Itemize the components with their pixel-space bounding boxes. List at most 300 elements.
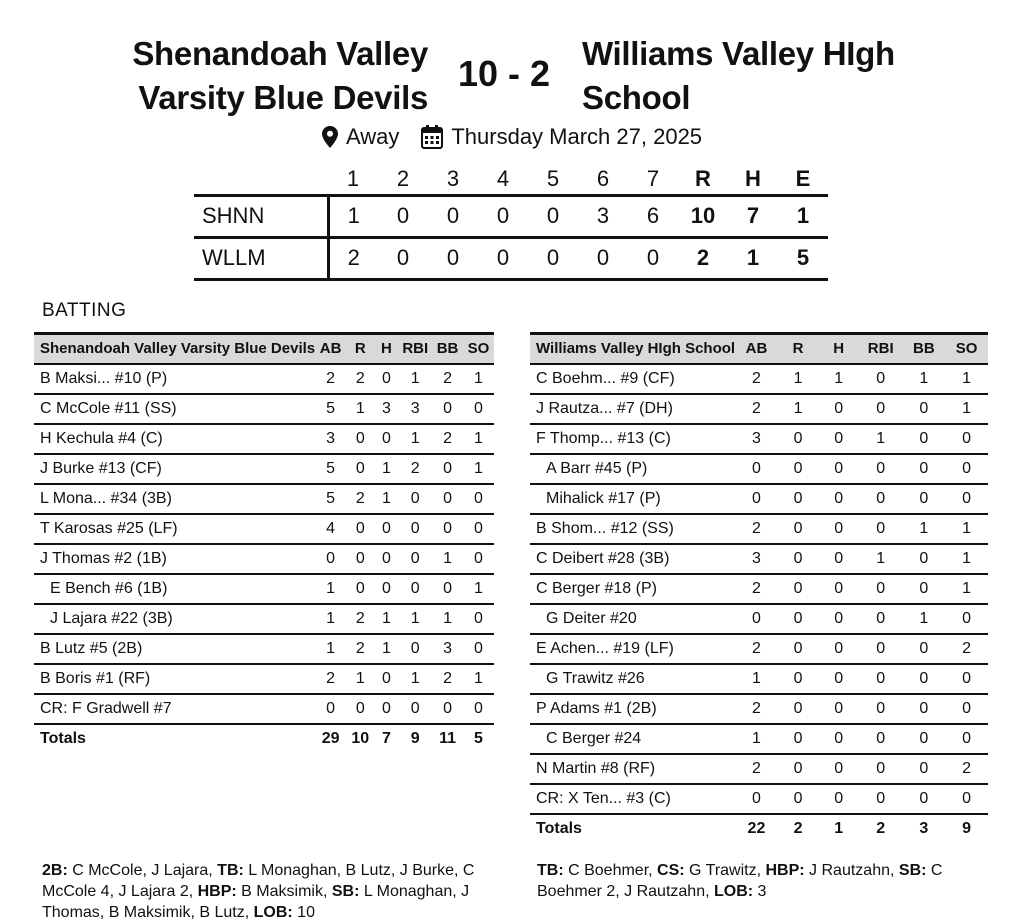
linescore-header-row xyxy=(194,165,828,195)
h-header: H xyxy=(818,334,859,364)
player-stat: 0 xyxy=(903,484,946,514)
player-stat: 0 xyxy=(463,544,494,574)
game-meta xyxy=(0,124,1024,150)
inning-score: 0 xyxy=(628,237,678,279)
player-stat: 0 xyxy=(375,574,399,604)
date-text: Thursday March 27, 2025 xyxy=(451,124,703,149)
player-stat: 0 xyxy=(818,484,859,514)
player-stat: 1 xyxy=(778,364,819,394)
player-stat: 0 xyxy=(778,784,819,814)
player-stat: 0 xyxy=(398,634,432,664)
totals-stat: 1 xyxy=(834,820,844,837)
note-text: C McCole, J Lajara, xyxy=(67,862,218,879)
player-stat: 2 xyxy=(432,364,463,394)
player-row xyxy=(530,454,988,484)
player-name: E Achen... #19 (LF) xyxy=(530,634,735,664)
player-row xyxy=(34,484,494,514)
note-label: LOB: xyxy=(713,883,754,900)
totals-row xyxy=(530,814,988,844)
player-stat: 0 xyxy=(859,754,903,784)
player-stat: 0 xyxy=(859,574,903,604)
player-row xyxy=(34,634,494,664)
player-stat: 2 xyxy=(432,664,463,694)
inning-header: 2 xyxy=(396,166,410,192)
away-team-line2: School xyxy=(582,79,691,116)
player-row xyxy=(530,364,988,394)
player-stat: 1 xyxy=(398,604,432,634)
player-stat: 0 xyxy=(945,484,988,514)
player-stat: 0 xyxy=(346,574,374,604)
calendar-icon xyxy=(421,125,443,149)
player-stat: 1 xyxy=(903,604,946,634)
home-team-line1: Shenandoah Valley xyxy=(132,35,428,72)
inning-score: 0 xyxy=(378,195,428,237)
player-stat: 2 xyxy=(398,454,432,484)
player-stat: 0 xyxy=(375,424,399,454)
player-stat: 0 xyxy=(315,544,346,574)
player-stat: 2 xyxy=(735,634,778,664)
so-header: SO xyxy=(945,334,988,364)
player-stat: 0 xyxy=(818,454,859,484)
player-name: C Boehm... #9 (CF) xyxy=(530,364,735,394)
player-stat: 0 xyxy=(859,694,903,724)
player-stat: 1 xyxy=(346,394,374,424)
player-name: Mihalick #17 (P) xyxy=(530,484,735,514)
player-stat: 0 xyxy=(903,454,946,484)
note-text: C Boehmer, xyxy=(563,862,658,879)
note-text: B Maksimik, xyxy=(236,883,332,900)
player-stat: 2 xyxy=(346,484,374,514)
player-row xyxy=(530,544,988,574)
totals-stat: 10 xyxy=(351,730,370,747)
note-text: 3 xyxy=(753,883,767,900)
player-stat: 0 xyxy=(778,694,819,724)
team-name-header: Shenandoah Valley Varsity Blue Devils xyxy=(34,334,315,364)
player-stat: 0 xyxy=(778,484,819,514)
player-row xyxy=(530,424,988,454)
inning-header: 4 xyxy=(496,166,510,192)
player-stat: 2 xyxy=(735,394,778,424)
player-stat: 0 xyxy=(818,514,859,544)
hits-header: H xyxy=(745,166,761,192)
player-stat: 1 xyxy=(735,724,778,754)
totals-label: Totals xyxy=(40,730,86,747)
home-team-name xyxy=(60,32,428,120)
runs-header: R xyxy=(695,166,711,192)
player-stat: 0 xyxy=(945,424,988,454)
player-stat: 1 xyxy=(315,574,346,604)
player-name: H Kechula #4 (C) xyxy=(34,424,315,454)
player-stat: 0 xyxy=(463,514,494,544)
player-stat: 3 xyxy=(735,544,778,574)
away-batting-table xyxy=(530,332,988,844)
player-stat: 0 xyxy=(375,514,399,544)
inning-score: 0 xyxy=(428,237,478,279)
player-stat: 0 xyxy=(818,574,859,604)
note-label: LOB: xyxy=(253,904,293,921)
errors-total: 1 xyxy=(778,195,828,237)
player-stat: 0 xyxy=(903,754,946,784)
note-label: SB: xyxy=(898,862,927,879)
player-stat: 2 xyxy=(735,754,778,784)
player-stat: 0 xyxy=(463,694,494,724)
note-label: HBP: xyxy=(765,862,805,879)
away-team-name xyxy=(582,32,1002,120)
player-stat: 0 xyxy=(818,544,859,574)
player-stat: 0 xyxy=(778,544,819,574)
player-stat: 1 xyxy=(859,424,903,454)
player-name: C McCole #11 (SS) xyxy=(34,394,315,424)
player-row xyxy=(530,784,988,814)
player-stat: 0 xyxy=(315,694,346,724)
player-stat: 0 xyxy=(778,634,819,664)
player-stat: 0 xyxy=(818,604,859,634)
player-stat: 1 xyxy=(398,364,432,394)
note-label: HBP: xyxy=(197,883,237,900)
away-batting-notes xyxy=(537,860,997,902)
player-stat: 0 xyxy=(432,454,463,484)
player-stat: 1 xyxy=(778,394,819,424)
player-row xyxy=(530,694,988,724)
player-stat: 5 xyxy=(315,394,346,424)
player-stat: 1 xyxy=(859,544,903,574)
location-text: Away xyxy=(345,124,400,149)
player-name: J Rautza... #7 (DH) xyxy=(530,394,735,424)
player-stat: 1 xyxy=(375,454,399,484)
linescore-team-header xyxy=(194,165,328,195)
player-name: F Thomp... #13 (C) xyxy=(530,424,735,454)
player-stat: 1 xyxy=(398,664,432,694)
final-score: 10 - 2 xyxy=(457,53,551,94)
player-stat: 3 xyxy=(398,394,432,424)
player-stat: 3 xyxy=(735,424,778,454)
player-stat: 0 xyxy=(818,394,859,424)
player-stat: 0 xyxy=(375,544,399,574)
player-stat: 2 xyxy=(735,364,778,394)
player-stat: 0 xyxy=(346,454,374,484)
player-stat: 2 xyxy=(945,634,988,664)
linescore-table xyxy=(194,165,828,281)
player-stat: 2 xyxy=(735,694,778,724)
player-stat: 0 xyxy=(778,454,819,484)
note-text: J Rautzahn, xyxy=(804,862,899,879)
player-row xyxy=(34,664,494,694)
runs-total: 10 xyxy=(678,195,728,237)
player-stat: 0 xyxy=(903,664,946,694)
player-stat: 0 xyxy=(818,634,859,664)
player-row xyxy=(530,604,988,634)
ab-header: AB xyxy=(735,334,778,364)
inning-score: 0 xyxy=(478,195,528,237)
player-row xyxy=(34,514,494,544)
player-stat: 2 xyxy=(346,604,374,634)
player-name: B Lutz #5 (2B) xyxy=(34,634,315,664)
hits-total: 1 xyxy=(728,237,778,279)
player-name: C Berger #18 (P) xyxy=(530,574,735,604)
player-stat: 1 xyxy=(315,604,346,634)
player-row xyxy=(530,634,988,664)
totals-stat: 7 xyxy=(382,730,391,747)
ab-header: AB xyxy=(315,334,346,364)
player-stat: 0 xyxy=(903,574,946,604)
hits-total: 7 xyxy=(728,195,778,237)
player-row xyxy=(34,424,494,454)
linescore-team: WLLM xyxy=(194,237,328,279)
inning-score: 0 xyxy=(378,237,428,279)
player-stat: 0 xyxy=(859,604,903,634)
player-stat: 5 xyxy=(315,484,346,514)
player-stat: 0 xyxy=(398,694,432,724)
totals-stat: 22 xyxy=(747,820,766,837)
player-stat: 0 xyxy=(735,784,778,814)
note-label: TB: xyxy=(537,862,564,879)
player-name: N Martin #8 (RF) xyxy=(530,754,735,784)
player-row xyxy=(530,724,988,754)
player-stat: 1 xyxy=(463,364,494,394)
player-stat: 2 xyxy=(315,664,346,694)
player-stat: 1 xyxy=(398,424,432,454)
player-name: J Burke #13 (CF) xyxy=(34,454,315,484)
player-stat: 0 xyxy=(818,784,859,814)
player-stat: 1 xyxy=(735,664,778,694)
note-text: L Monaghan, J Thomas, B Maksimik, B Lutz, xyxy=(42,883,470,921)
away-team-line1: Williams Valley HIgh xyxy=(582,35,895,72)
player-stat: 1 xyxy=(432,604,463,634)
player-stat: 0 xyxy=(375,694,399,724)
bb-header: BB xyxy=(432,334,463,364)
totals-stat: 9 xyxy=(962,820,972,837)
player-stat: 1 xyxy=(432,544,463,574)
totals-stat: 3 xyxy=(919,820,929,837)
player-stat: 0 xyxy=(375,364,399,394)
player-stat: 0 xyxy=(945,454,988,484)
player-stat: 1 xyxy=(903,364,946,394)
player-stat: 1 xyxy=(463,664,494,694)
player-stat: 1 xyxy=(375,604,399,634)
inning-score: 6 xyxy=(628,195,678,237)
player-stat: 0 xyxy=(778,724,819,754)
player-stat: 0 xyxy=(735,604,778,634)
player-stat: 0 xyxy=(432,514,463,544)
player-name: C Berger #24 xyxy=(530,724,735,754)
player-row xyxy=(530,394,988,424)
player-stat: 2 xyxy=(945,754,988,784)
player-stat: 0 xyxy=(859,724,903,754)
home-batting-notes xyxy=(42,860,492,923)
player-stat: 0 xyxy=(463,634,494,664)
player-stat: 1 xyxy=(346,664,374,694)
inning-score: 0 xyxy=(528,195,578,237)
home-team-line2: Varsity Blue Devils xyxy=(138,79,428,116)
player-stat: 1 xyxy=(945,514,988,544)
player-name: G Deiter #20 xyxy=(530,604,735,634)
totals-stat: 5 xyxy=(474,730,483,747)
player-stat: 0 xyxy=(903,694,946,724)
inning-score: 2 xyxy=(328,237,378,279)
player-stat: 4 xyxy=(315,514,346,544)
player-stat: 0 xyxy=(346,694,374,724)
player-stat: 0 xyxy=(903,724,946,754)
inning-score: 1 xyxy=(328,195,378,237)
player-stat: 0 xyxy=(463,484,494,514)
inning-header: 7 xyxy=(646,166,660,192)
player-stat: 2 xyxy=(346,634,374,664)
location-info xyxy=(322,124,399,150)
totals-stat: 2 xyxy=(876,820,886,837)
player-stat: 0 xyxy=(432,694,463,724)
player-stat: 0 xyxy=(463,604,494,634)
player-stat: 1 xyxy=(463,454,494,484)
player-stat: 0 xyxy=(778,514,819,544)
player-stat: 1 xyxy=(818,364,859,394)
player-stat: 0 xyxy=(818,424,859,454)
inning-header: 6 xyxy=(596,166,610,192)
player-stat: 0 xyxy=(778,664,819,694)
note-text: 10 xyxy=(292,904,315,921)
player-stat: 0 xyxy=(903,544,946,574)
inning-score: 3 xyxy=(578,195,628,237)
totals-stat: 9 xyxy=(410,730,420,747)
player-row xyxy=(530,664,988,694)
note-text: G Trawitz, xyxy=(684,862,766,879)
player-stat: 0 xyxy=(859,454,903,484)
player-row xyxy=(530,754,988,784)
player-stat: 0 xyxy=(903,394,946,424)
so-header: SO xyxy=(463,334,494,364)
errors-header: E xyxy=(795,166,811,192)
player-name: A Barr #45 (P) xyxy=(530,454,735,484)
player-stat: 3 xyxy=(375,394,399,424)
player-stat: 1 xyxy=(375,634,399,664)
player-name: L Mona... #34 (3B) xyxy=(34,484,315,514)
player-name: B Boris #1 (RF) xyxy=(34,664,315,694)
player-stat: 1 xyxy=(315,634,346,664)
player-stat: 0 xyxy=(859,394,903,424)
player-row xyxy=(34,544,494,574)
player-stat: 1 xyxy=(463,424,494,454)
player-stat: 0 xyxy=(859,784,903,814)
player-stat: 0 xyxy=(818,754,859,784)
rbi-header: RBI xyxy=(398,334,432,364)
player-stat: 2 xyxy=(735,514,778,544)
r-header: R xyxy=(778,334,819,364)
player-stat: 0 xyxy=(945,664,988,694)
player-stat: 0 xyxy=(398,514,432,544)
player-stat: 0 xyxy=(903,784,946,814)
player-stat: 0 xyxy=(859,364,903,394)
player-stat: 0 xyxy=(945,784,988,814)
linescore-row-away xyxy=(194,237,828,279)
player-stat: 1 xyxy=(945,544,988,574)
batting-section-title: BATTING xyxy=(42,300,127,321)
note-label: CS: xyxy=(657,862,685,879)
note-text: L Monaghan, B Lutz, J Burke, C McCole 4, J Lajara 2, xyxy=(42,862,475,900)
linescore-row-home xyxy=(194,195,828,237)
player-stat: 0 xyxy=(432,484,463,514)
player-row xyxy=(530,574,988,604)
player-stat: 0 xyxy=(778,424,819,454)
player-stat: 0 xyxy=(398,544,432,574)
r-header: R xyxy=(346,334,374,364)
player-stat: 0 xyxy=(859,484,903,514)
inning-header: 3 xyxy=(446,166,460,192)
player-stat: 1 xyxy=(945,574,988,604)
bb-header: BB xyxy=(903,334,946,364)
player-stat: 0 xyxy=(432,394,463,424)
player-row xyxy=(530,514,988,544)
player-row xyxy=(34,454,494,484)
player-row xyxy=(34,394,494,424)
batting-header-row xyxy=(34,334,494,364)
player-stat: 0 xyxy=(432,574,463,604)
player-stat: 1 xyxy=(903,514,946,544)
player-stat: 0 xyxy=(859,634,903,664)
player-row xyxy=(34,694,494,724)
runs-total: 2 xyxy=(678,237,728,279)
player-name: B Shom... #12 (SS) xyxy=(530,514,735,544)
player-stat: 3 xyxy=(432,634,463,664)
player-row xyxy=(34,604,494,634)
player-stat: 0 xyxy=(375,664,399,694)
player-stat: 2 xyxy=(735,574,778,604)
totals-row xyxy=(34,724,494,754)
note-label: SB: xyxy=(331,883,360,900)
player-stat: 0 xyxy=(778,754,819,784)
player-stat: 1 xyxy=(375,484,399,514)
player-stat: 1 xyxy=(945,394,988,424)
player-name: G Trawitz #26 xyxy=(530,664,735,694)
player-stat: 0 xyxy=(346,514,374,544)
player-stat: 0 xyxy=(463,394,494,424)
player-stat: 0 xyxy=(945,604,988,634)
player-stat: 0 xyxy=(778,604,819,634)
player-row xyxy=(34,364,494,394)
inning-score: 0 xyxy=(428,195,478,237)
player-stat: 0 xyxy=(398,484,432,514)
player-row xyxy=(34,574,494,604)
player-stat: 2 xyxy=(315,364,346,394)
player-stat: 0 xyxy=(398,574,432,604)
totals-label: Totals xyxy=(536,820,582,837)
player-stat: 0 xyxy=(778,574,819,604)
player-stat: 0 xyxy=(346,544,374,574)
rbi-header: RBI xyxy=(859,334,903,364)
player-stat: 0 xyxy=(735,454,778,484)
map-pin-icon xyxy=(322,126,338,148)
note-label: TB: xyxy=(217,862,244,879)
note-label: 2B: xyxy=(42,862,68,879)
errors-total: 5 xyxy=(778,237,828,279)
h-header: H xyxy=(375,334,399,364)
linescore-team: SHNN xyxy=(194,195,328,237)
player-name: CR: X Ten... #3 (C) xyxy=(530,784,735,814)
player-stat: 0 xyxy=(945,724,988,754)
player-stat: 0 xyxy=(818,724,859,754)
player-stat: 1 xyxy=(945,364,988,394)
totals-stat: 11 xyxy=(439,730,456,747)
player-stat: 2 xyxy=(432,424,463,454)
inning-score: 0 xyxy=(578,237,628,279)
player-name: P Adams #1 (2B) xyxy=(530,694,735,724)
player-stat: 0 xyxy=(945,694,988,724)
totals-stat: 29 xyxy=(321,730,340,747)
player-name: T Karosas #25 (LF) xyxy=(34,514,315,544)
inning-header: 5 xyxy=(546,166,560,192)
player-stat: 0 xyxy=(859,514,903,544)
player-stat: 0 xyxy=(735,484,778,514)
player-stat: 0 xyxy=(903,424,946,454)
inning-score: 0 xyxy=(528,237,578,279)
